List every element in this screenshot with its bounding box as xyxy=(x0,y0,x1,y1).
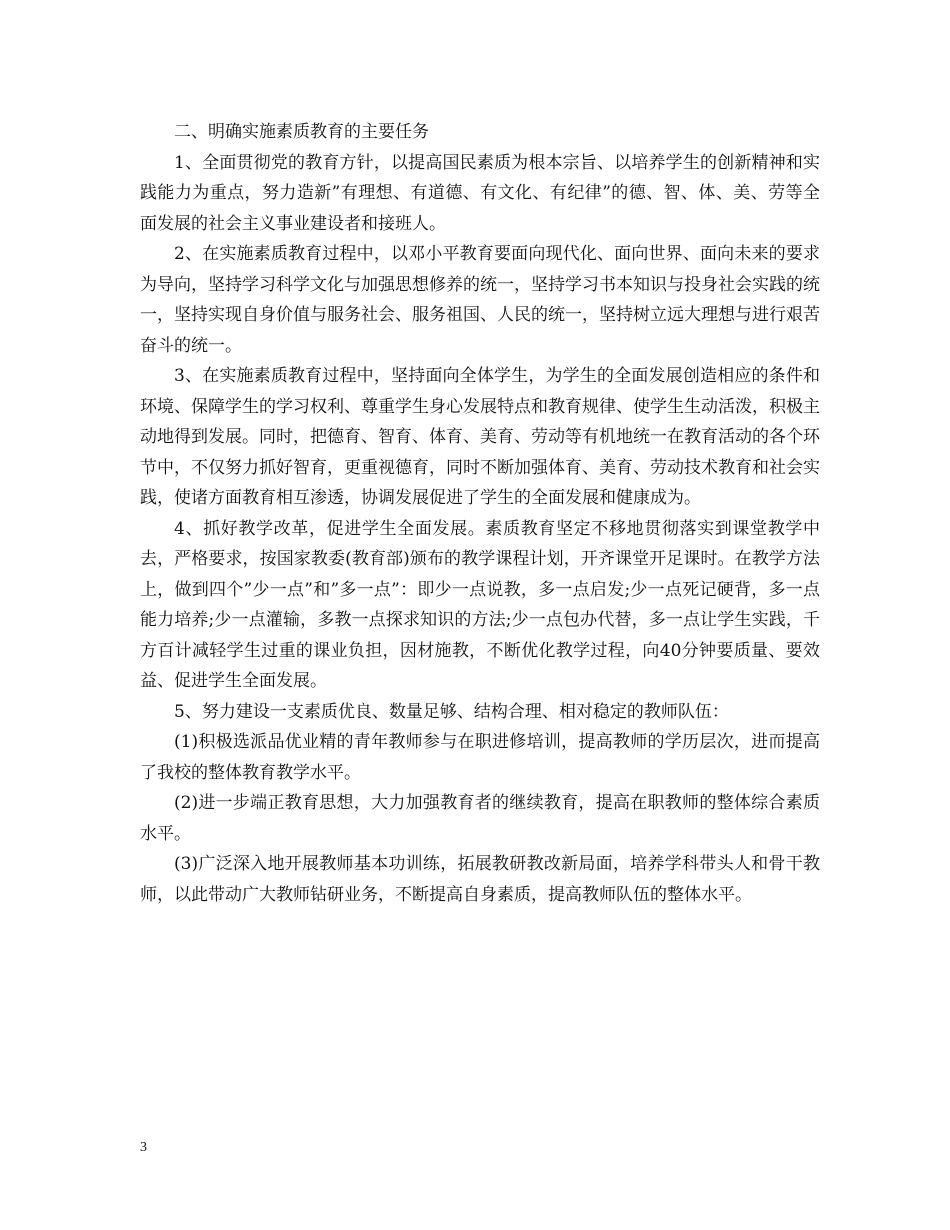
paragraph-3: 3、在实施素质教育过程中，坚持面向全体学生，为学生的全面发展创造相应的条件和环境、保障学生的学习权利、尊重学生身心发展特点和教育规律、使学生生动活泼，积极主动地得到发展。同时，把德育、智育、体育、美育、劳动等有机地统一在教育活动的各个环节中，不仅努力抓好智育，更重视德育，同时不断加强体育、美育、劳动技术教育和社会实践，使诸方面教育相互渗透，协调发展促进了学生的全面发展和健康成为。 xyxy=(140,366,820,508)
section-heading: 二、明确实施素质教育的主要任务 xyxy=(174,122,429,142)
paragraph-2: 2、在实施素质教育过程中，以邓小平教育要面向现代化、面向世界、面向未来的要求为导向，坚持学习科学文化与加强思想修养的统一，坚持学习书本知识与投身社会实践的统一，坚持实现自身价值与服务社会、服务祖国、人民的统一，坚持树立远大理想与进行艰苦奋斗的统一。 xyxy=(140,244,820,356)
page-number: 3 xyxy=(140,1140,147,1155)
paragraph-5: 5、努力建设一支素质优良、数量足够、结构合理、相对稳定的教师队伍： xyxy=(174,701,729,722)
paragraph-5-3: (3)广泛深入地开展教师基本功训练，拓展教研教改新局面，培养学科带头人和骨干教师，以此带动广大教师钻研业务，不断提高自身素质，提高教师队伍的整体水平。 xyxy=(140,854,820,905)
paragraph-1: 1、全面贯彻党的教育方针，以提高国民素质为根本宗旨、以培养学生的创新精神和实践能力为重点，努力造新”有理想、有道德、有文化、有纪律”的德、智、体、美、劳等全面发展的社会主义事业建设者和接班人。 xyxy=(140,152,820,234)
paragraph-4: 4、抓好教学改革，促进学生全面发展。素质教育坚定不移地贯彻落实到课堂教学中去，严格要求，按国家教委(教育部)颁布的教学课程计划，开齐课堂开足课时。在教学方法上，做到四个”少一点”和”多一点”：即少一点说教，多一点启发;少一点死记硬背，多一点能力培养;少一点灌输，多教一点探求知识的方法;少一点包办代替，多一点让学生实践，千方百计减轻学生过重的课业负担，因材施教，不断优化教学过程，向40分钟要质量、要效益、促进学生全面发展。 xyxy=(140,518,820,691)
paragraph-5-2: (2)进一步端正教育思想，大力加强教育者的继续教育，提高在职教师的整体综合素质水平。 xyxy=(140,793,820,844)
paragraph-5-1: (1)积极选派品优业精的青年教师参与在职进修培训，提高教师的学历层次，进而提高了我校的整体教育教学水平。 xyxy=(140,732,820,783)
document-body xyxy=(140,117,820,910)
